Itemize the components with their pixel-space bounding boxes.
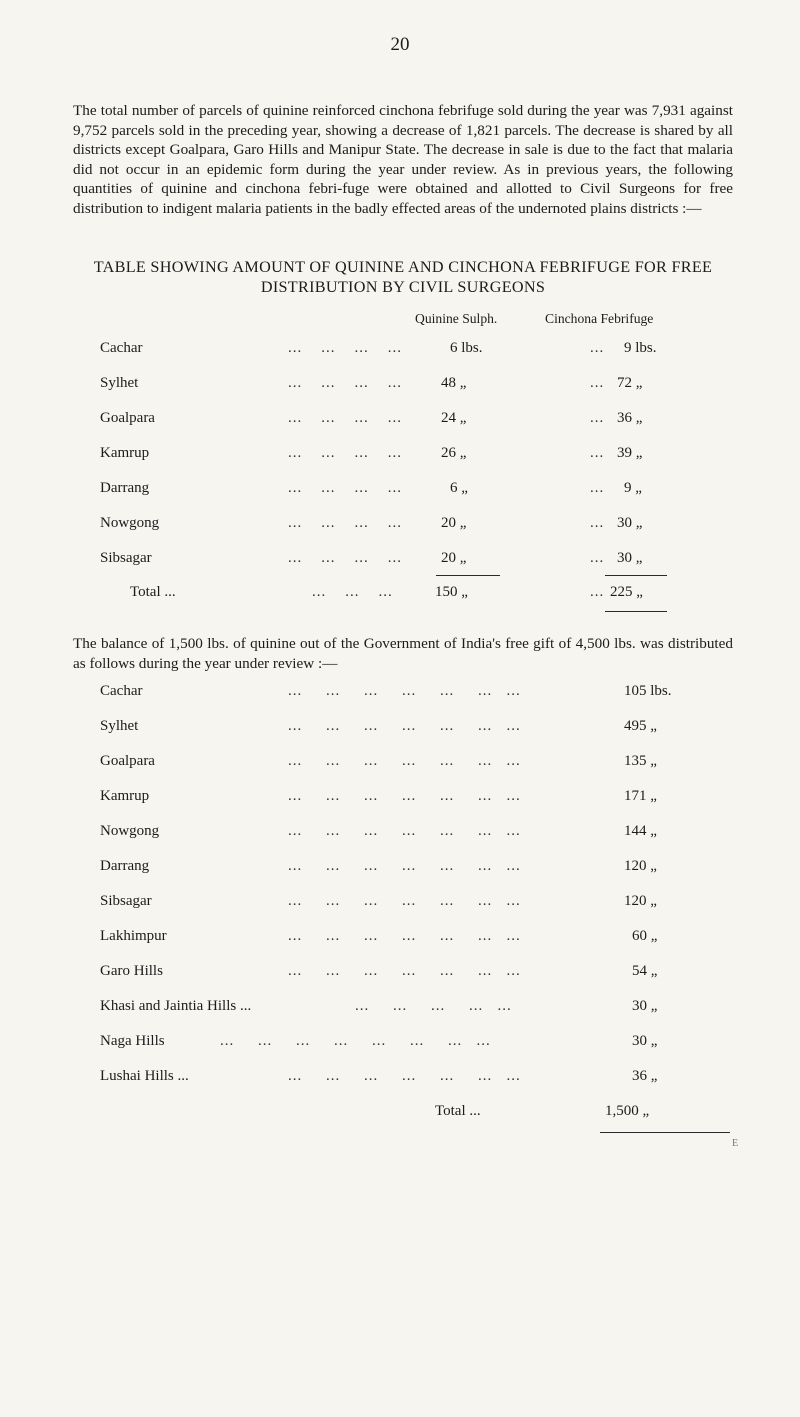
intro-paragraph: The total number of parcels of quinine reinforced cinchona febrifuge sold during the year was 7,931 against 9,752 parcels sold in the preceding year, showing a decrease of 1,821 parcels. The decrease is shared by all districts except Goalpara, Garo Hills and Manipur State. The decrease in sale is due to the fact that malaria did not occur in an epidemic form during the year under review. As in previous years, the following quantities of quinine and cinchona febri-fuge were obtained and allotted to Civil Surgeons for free distribution to indigent malaria patients in the badly effected areas of the undernoted plains districts :— <box>73 102 733 217</box>
table1-sum-rule-cinchona <box>605 575 667 576</box>
cinchona-value: 30 „ <box>617 515 643 531</box>
leader-dots: ... ... ... ... <box>288 480 402 496</box>
leader-dots: ... ... ... ... <box>288 550 402 566</box>
amount-value: 54 „ <box>632 963 658 979</box>
district-name: Goalpara <box>100 753 155 769</box>
quinine-value: 26 „ <box>441 445 467 461</box>
amount-value: 135 „ <box>624 753 657 769</box>
table1-row <box>100 480 740 502</box>
table2-row <box>100 753 760 775</box>
leader-dots: ... <box>590 584 605 600</box>
district-name: Naga Hills <box>100 1033 165 1049</box>
quinine-total: 150 „ <box>435 584 468 600</box>
cinchona-value: 9 „ <box>624 480 642 496</box>
table2-row <box>100 1033 760 1055</box>
amount-value: 495 „ <box>624 718 657 734</box>
amount-value: 36 „ <box>632 1068 658 1084</box>
leader-dots: ... ... ... ... ... ... ... <box>288 788 521 804</box>
district-name: Cachar <box>100 683 143 699</box>
table2-row <box>100 683 760 705</box>
district-name: Garo Hills <box>100 963 163 979</box>
leader-dots: ... ... ... ... ... ... ... ... <box>220 1033 491 1049</box>
table2-row <box>100 928 760 950</box>
table2-total-row <box>100 1103 760 1125</box>
quinine-value: 20 „ <box>441 515 467 531</box>
leader-dots: ... <box>590 480 605 496</box>
table2-row <box>100 718 760 740</box>
leader-dots: ... ... ... ... ... ... ... <box>288 1068 521 1084</box>
leader-dots: ... ... ... ... ... ... ... <box>288 963 521 979</box>
quinine-value: 6 „ <box>450 480 468 496</box>
district-name: Sibsagar <box>100 893 152 909</box>
page-number: 20 <box>390 34 410 55</box>
district-name: Cachar <box>100 340 143 356</box>
leader-dots: ... <box>590 410 605 426</box>
district-name: Sylhet <box>100 718 139 734</box>
leader-dots: ... ... ... ... <box>288 375 402 391</box>
table1-total-row <box>100 584 740 606</box>
table1-row <box>100 410 740 432</box>
district-name: Nowgong <box>100 823 160 839</box>
district-name: Lakhimpur <box>100 928 167 944</box>
cinchona-value: 39 „ <box>617 445 643 461</box>
amount-value: 171 „ <box>624 788 657 804</box>
cinchona-value: 36 „ <box>617 410 643 426</box>
amount-value: 144 „ <box>624 823 657 839</box>
district-name: Kamrup <box>100 788 150 804</box>
leader-dots: ... ... ... ... ... ... ... <box>288 928 521 944</box>
district-name: Nowgong <box>100 515 160 531</box>
leader-dots: ... ... ... ... <box>288 410 402 426</box>
amount-value: 120 „ <box>624 893 657 909</box>
amount-value: 30 „ <box>632 1033 658 1049</box>
table2-row <box>100 1068 760 1090</box>
leader-dots: ... ... ... ... ... ... ... <box>288 893 521 909</box>
cinchona-value: 30 „ <box>617 550 643 566</box>
amount-value: 120 „ <box>624 858 657 874</box>
leader-dots: ... <box>590 340 605 356</box>
balance-paragraph: The balance of 1,500 lbs. of quinine out of the Government of India's free gift of 4,500 lbs. was distributed as follows during the year under review :— <box>73 635 733 672</box>
table1-row <box>100 375 740 397</box>
leader-dots: ... ... ... ... <box>288 445 402 461</box>
leader-dots: ... ... ... ... ... ... ... <box>288 858 521 874</box>
amount-total: 1,500 „ <box>605 1103 650 1119</box>
amount-value: 60 „ <box>632 928 658 944</box>
table2-row <box>100 823 760 845</box>
amount-value: 105 lbs. <box>624 683 672 699</box>
table1-row <box>100 445 740 467</box>
leader-dots: ... ... ... ... ... ... ... <box>288 683 521 699</box>
district-name: Khasi and Jaintia Hills ... <box>100 998 252 1014</box>
leader-dots: ... ... ... ... ... <box>355 998 512 1014</box>
quinine-value: 24 „ <box>441 410 467 426</box>
column-header-quinine: Quinine Sulph. <box>415 311 498 326</box>
leader-dots: ... ... ... ... ... ... ... <box>288 718 521 734</box>
table1-row <box>100 340 740 362</box>
district-name: Darrang <box>100 858 150 874</box>
leader-dots: ... <box>590 515 605 531</box>
leader-dots: ... ... ... ... ... ... ... <box>288 753 521 769</box>
table1-row <box>100 515 740 537</box>
quinine-value: 6 lbs. <box>450 340 483 356</box>
cinchona-value: 9 lbs. <box>624 340 657 356</box>
leader-dots: ... <box>590 445 605 461</box>
district-name: Lushai Hills ... <box>100 1068 189 1084</box>
table2-row <box>100 893 760 915</box>
table2-total-underline <box>600 1132 730 1133</box>
table2-row <box>100 963 760 985</box>
leader-dots: ... ... ... ... ... ... ... <box>288 823 521 839</box>
district-name: Kamrup <box>100 445 150 461</box>
district-name: Sylhet <box>100 375 139 391</box>
table1-title-line1: TABLE SHOWING AMOUNT OF QUININE AND CINCHONA FEBRIFUGE FOR FREE <box>93 258 713 276</box>
cinchona-total: 225 „ <box>610 584 643 600</box>
column-header-cinchona: Cinchona Febrifuge <box>545 311 654 326</box>
leader-dots: ... <box>590 375 605 391</box>
leader-dots: ... ... ... ... <box>288 515 402 531</box>
table2-row <box>100 858 760 880</box>
district-name: Goalpara <box>100 410 155 426</box>
table1-title-line2: DISTRIBUTION BY CIVIL SURGEONS <box>260 278 546 296</box>
total-label: Total ... <box>130 584 176 600</box>
cinchona-value: 72 „ <box>617 375 643 391</box>
leader-dots: ... ... ... <box>312 584 393 600</box>
leader-dots: ... ... ... ... <box>288 340 402 356</box>
district-name: Darrang <box>100 480 150 496</box>
table2-row <box>100 998 760 1020</box>
total-label: Total ... <box>435 1103 481 1119</box>
amount-value: 30 „ <box>632 998 658 1014</box>
district-name: Sibsagar <box>100 550 152 566</box>
leader-dots: ... <box>590 550 605 566</box>
corner-mark: E <box>732 1138 739 1149</box>
table1-total-underline <box>605 611 667 612</box>
quinine-value: 48 „ <box>441 375 467 391</box>
table1-sum-rule-quinine <box>436 575 500 576</box>
table1-row <box>100 550 740 572</box>
quinine-value: 20 „ <box>441 550 467 566</box>
table2-row <box>100 788 760 810</box>
